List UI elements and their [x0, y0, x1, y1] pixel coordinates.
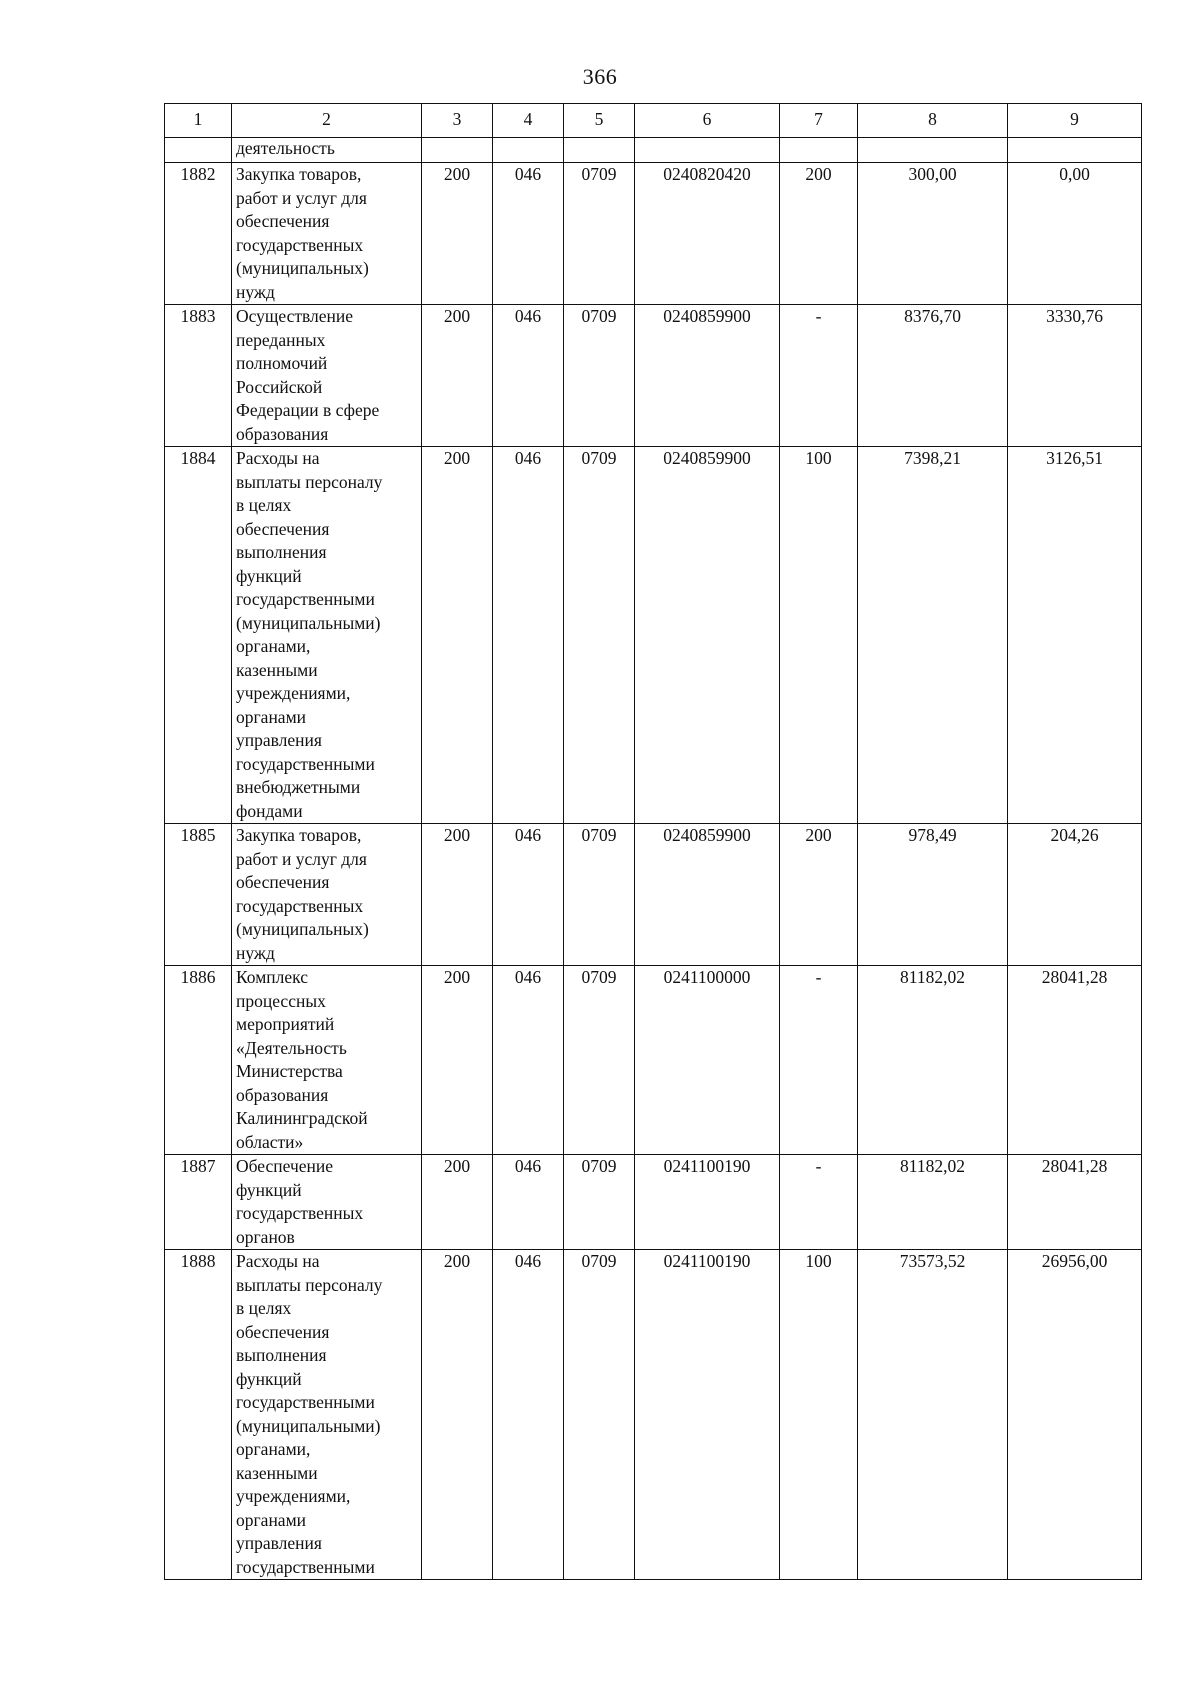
column-header: 8 [858, 104, 1008, 138]
cell-col4: 046 [493, 1155, 564, 1250]
cell-col9: 28041,28 [1008, 1155, 1142, 1250]
expense-name: Закупка товаров, работ и услуг для обеспечения государственных (муниципальных) нужд [232, 824, 422, 966]
table-row [165, 1155, 1142, 1250]
cell-col3: 200 [422, 447, 493, 824]
table-row [165, 966, 1142, 1155]
cell-col8: 81182,02 [858, 1155, 1008, 1250]
cell-col9: 28041,28 [1008, 966, 1142, 1155]
expense-name: Комплекс процессных мероприятий «Деятельность Министерства образования Калининградской области» [232, 966, 422, 1155]
table-row [165, 163, 1142, 305]
cell-col5: 0709 [564, 163, 635, 305]
cell-col6: 0240859900 [635, 824, 780, 966]
cell-col4: 046 [493, 824, 564, 966]
cell-col4: 046 [493, 447, 564, 824]
cell-col4: 046 [493, 163, 564, 305]
cell-col3: 200 [422, 966, 493, 1155]
expense-name: Закупка товаров, работ и услуг для обеспечения государственных (муниципальных) нужд [232, 163, 422, 305]
column-header: 7 [780, 104, 858, 138]
expense-name: Расходы на выплаты персоналу в целях обеспечения выполнения функций государственными (муниципальными) органами, казенными учреждениями, органами управления государственными [232, 1250, 422, 1580]
row-number: 1887 [165, 1155, 232, 1250]
row-number: 1886 [165, 966, 232, 1155]
header-row [165, 104, 1142, 138]
cell-col7: - [780, 966, 858, 1155]
expense-name: Обеспечение функций государственных органов [232, 1155, 422, 1250]
cell-col4: 046 [493, 966, 564, 1155]
cell-col6: 0241100190 [635, 1250, 780, 1580]
cell-col8: 7398,21 [858, 447, 1008, 824]
table-row [165, 824, 1142, 966]
cell-col8: 300,00 [858, 163, 1008, 305]
cell-col6: 0240820420 [635, 163, 780, 305]
cell-col8: 81182,02 [858, 966, 1008, 1155]
column-header: 5 [564, 104, 635, 138]
budget-table [164, 103, 1142, 1580]
row-number: 1884 [165, 447, 232, 824]
cell-col5: 0709 [564, 305, 635, 447]
column-header: 6 [635, 104, 780, 138]
table-row [165, 447, 1142, 824]
cell-col9: 0,00 [1008, 163, 1142, 305]
table-row [165, 305, 1142, 447]
cell-col4: 046 [493, 1250, 564, 1580]
row-number: 1885 [165, 824, 232, 966]
column-header: 9 [1008, 104, 1142, 138]
row-number: 1882 [165, 163, 232, 305]
cell-col5: 0709 [564, 447, 635, 824]
cell-col6: 0241100000 [635, 966, 780, 1155]
cell-col5: 0709 [564, 1155, 635, 1250]
continuation-row [165, 138, 1142, 163]
page-number: 366 [582, 64, 618, 89]
row-number: 1888 [165, 1250, 232, 1580]
column-header: 4 [493, 104, 564, 138]
cell-col9: 3126,51 [1008, 447, 1142, 824]
row-number: 1883 [165, 305, 232, 447]
cell-col3: 200 [422, 824, 493, 966]
cell-col6: 0240859900 [635, 447, 780, 824]
cell-col6: 0241100190 [635, 1155, 780, 1250]
cell-col8: 8376,70 [858, 305, 1008, 447]
cell-col3: 200 [422, 305, 493, 447]
continuation-text: деятельность [232, 138, 422, 163]
cell-col9: 3330,76 [1008, 305, 1142, 447]
cell-col7: - [780, 1155, 858, 1250]
cell-col5: 0709 [564, 824, 635, 966]
table-row [165, 1250, 1142, 1580]
cell-col7: 200 [780, 163, 858, 305]
cell-col5: 0709 [564, 966, 635, 1155]
cell-col7: 100 [780, 447, 858, 824]
cell-col3: 200 [422, 163, 493, 305]
column-header: 3 [422, 104, 493, 138]
column-header: 2 [232, 104, 422, 138]
cell-col7: 100 [780, 1250, 858, 1580]
cell-col6: 0240859900 [635, 305, 780, 447]
cell-col8: 73573,52 [858, 1250, 1008, 1580]
cell-col9: 26956,00 [1008, 1250, 1142, 1580]
expense-name: Расходы на выплаты персоналу в целях обеспечения выполнения функций государственными (муниципальными) органами, казенными учреждениями, органами управления государственными внебюджетными фондами [232, 447, 422, 824]
cell-col8: 978,49 [858, 824, 1008, 966]
cell-col7: - [780, 305, 858, 447]
cell-col7: 200 [780, 824, 858, 966]
cell-col9: 204,26 [1008, 824, 1142, 966]
cell-col3: 200 [422, 1155, 493, 1250]
column-header: 1 [165, 104, 232, 138]
cell-col3: 200 [422, 1250, 493, 1580]
expense-name: Осуществление переданных полномочий Российской Федерации в сфере образования [232, 305, 422, 447]
cell-col4: 046 [493, 305, 564, 447]
cell-col5: 0709 [564, 1250, 635, 1580]
